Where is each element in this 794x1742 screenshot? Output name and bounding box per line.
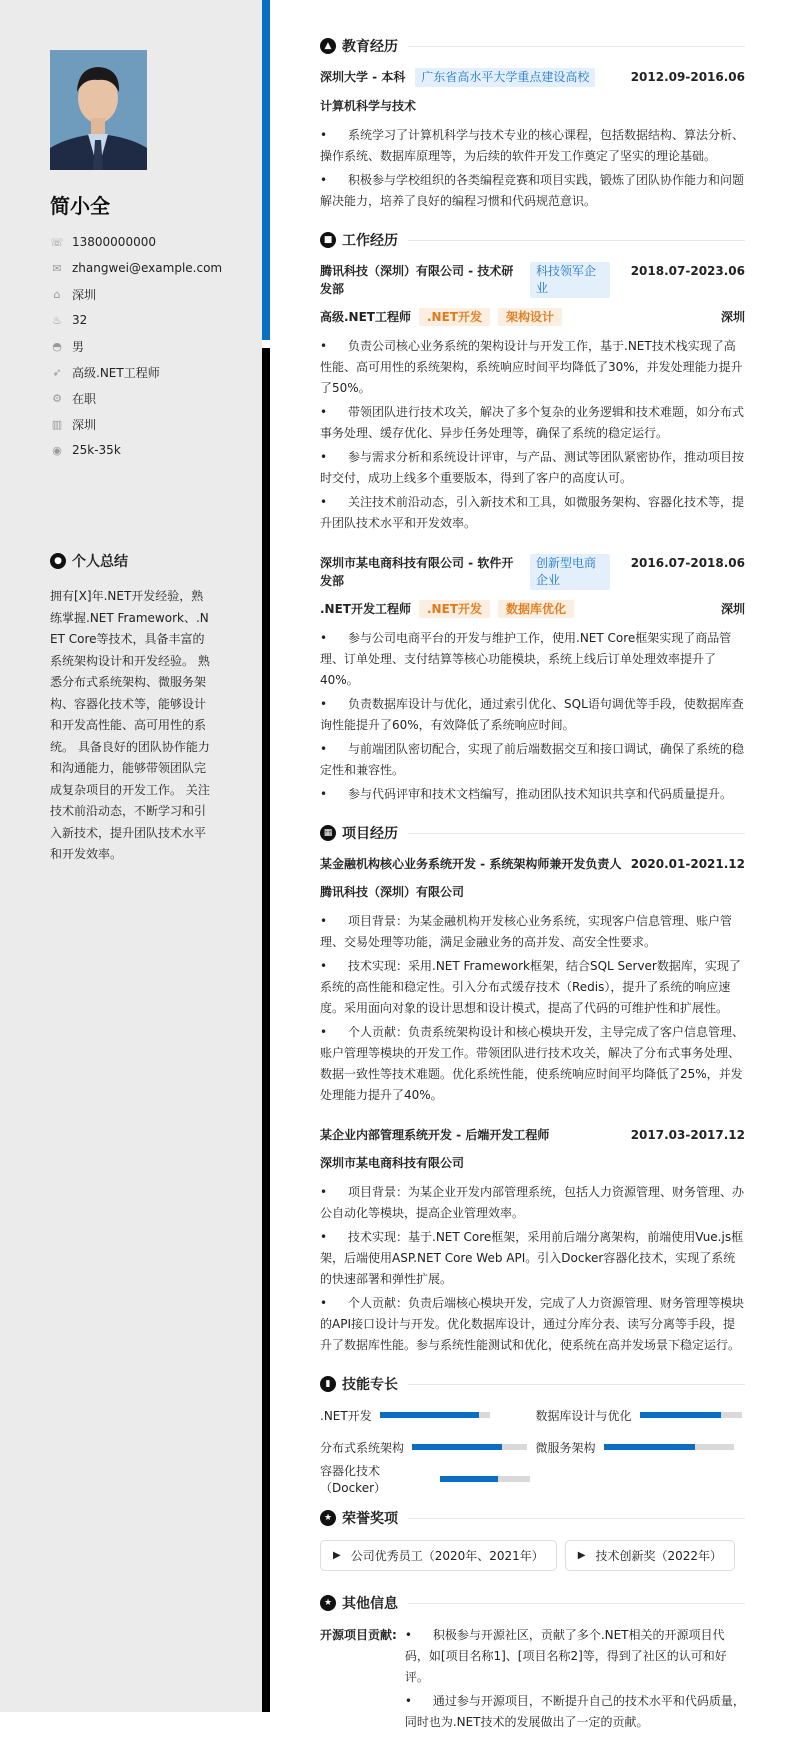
contact-expected-city <box>50 411 222 437</box>
company: 深圳市某电商科技有限公司 - 软件开发部 <box>320 556 514 588</box>
skill-name: 微服务架构 <box>535 1440 596 1455</box>
coin-icon: ◉ <box>52 443 62 457</box>
job-city: 深圳 <box>720 310 745 324</box>
award-item[interactable] <box>565 1540 735 1571</box>
bullet: • 技术实现：基于.NET Core框架，采用前后端分离架构，前端使用Vue.js框架，后端使用ASP.NET Core Web API。引入Docker容器化技术，实现了系统的快速部署和弹性扩展。 <box>320 1227 745 1290</box>
user-icon: ● <box>50 553 66 569</box>
date: 2020.01-2021.12 <box>630 857 745 871</box>
divider <box>408 240 745 241</box>
main-content <box>320 38 745 1742</box>
age-text: 32 <box>72 313 88 327</box>
grid-icon: ▦ <box>320 825 336 841</box>
other-label: 开源项目贡献: <box>320 1628 397 1642</box>
projects-heading <box>320 825 745 841</box>
education-entry <box>320 68 745 212</box>
bullet: • 项目背景：为某金融机构开发核心业务系统，实现客户信息管理、账户管理、交易处理等功能，满足金融业务的高并发、高安全性要求。 <box>320 911 745 953</box>
job-entry <box>320 554 745 805</box>
status-text: 在职 <box>72 391 97 406</box>
project-name: 某企业内部管理系统开发 - 后端开发工程师 <box>320 1128 550 1142</box>
skill-tag: .NET开发 <box>419 600 490 618</box>
mail-icon: ✉ <box>52 261 62 275</box>
contact-city <box>50 281 222 307</box>
skill-bar-fill <box>640 1412 722 1418</box>
contact-position <box>50 359 222 385</box>
divider <box>408 46 745 47</box>
skill-bar-fill <box>412 1444 502 1450</box>
award-icon: ★ <box>320 1510 336 1526</box>
play-icon: ▶ <box>577 1550 586 1561</box>
skills-grid <box>320 1406 745 1495</box>
project-entry <box>320 855 745 1106</box>
bullet: • 参与代码评审和技术文档编写，推动团队技术知识共享和代码质量提升。 <box>320 784 745 805</box>
skill-bar <box>640 1412 742 1418</box>
expected-city-text: 深圳 <box>72 417 97 432</box>
job-city: 深圳 <box>720 602 745 616</box>
bullet: • 项目背景：为某企业开发内部管理系统，包括人力资源管理、财务管理、办公自动化等模块，提高企业管理效率。 <box>320 1182 745 1224</box>
school-tag: 广东省高水平大学重点建设高校 <box>415 68 595 87</box>
profile-photo <box>50 50 147 170</box>
section-title: 技能专长 <box>342 1377 398 1393</box>
email-text: zhangwei@example.com <box>72 261 223 275</box>
accent-stripe <box>262 0 270 340</box>
divider <box>408 1384 745 1385</box>
bullet: • 通过参与开源项目，不断提升自己的技术水平和代码质量，同时也为.NET技术的发展做出了一定的贡献。 <box>405 1691 745 1733</box>
city-text: 深圳 <box>72 287 97 302</box>
bullet: • 个人贡献：负责系统架构设计和核心模块开发，主导完成了客户信息管理、账户管理等模块的开发工作。带领团队进行技术攻关，解决了分布式事务处理、数据一致性等技术难题。优化系统性能，使系统响应时间平均降低了25%，并发处理能力提升了40%。 <box>320 1022 745 1106</box>
skill-item <box>320 1406 530 1424</box>
role: 高级.NET工程师 <box>320 310 411 324</box>
gender-text: 男 <box>72 339 85 354</box>
skill-tag: 数据库优化 <box>498 600 574 618</box>
cake-icon: ♨ <box>52 313 62 327</box>
skill-name: .NET开发 <box>320 1408 372 1423</box>
play-icon: ▶ <box>333 1550 341 1561</box>
other-heading <box>320 1595 745 1611</box>
info-icon: ★ <box>320 1595 336 1611</box>
section-title: 工作经历 <box>342 233 398 249</box>
bullet: • 关注技术前沿动态，引入新技术和工具，如微服务架构、容器化技术等，提升团队技术水平和开发效率。 <box>320 492 745 534</box>
company: 腾讯科技（深圳）有限公司 - 技术研发部 <box>320 264 514 296</box>
contact-age <box>50 307 222 333</box>
major: 计算机科学与技术 <box>320 99 417 113</box>
date: 2016.07-2018.06 <box>630 556 745 570</box>
summary-heading <box>50 551 128 571</box>
awards-list <box>320 1540 745 1571</box>
role: .NET开发工程师 <box>320 602 411 616</box>
bullet: • 与前端团队密切配合，实现了前后端数据交互和接口调试，确保了系统的稳定性和兼容性。 <box>320 739 745 781</box>
project-company: 腾讯科技（深圳）有限公司 <box>320 885 465 899</box>
contact-email <box>50 255 222 281</box>
building-icon: ▥ <box>51 417 63 431</box>
other-info <box>320 1625 745 1742</box>
skill-name: 容器化技术（Docker） <box>320 1464 387 1495</box>
award-item[interactable] <box>320 1540 557 1571</box>
briefcase-icon: ■ <box>320 232 336 248</box>
bullet: • 带领团队进行技术攻关，解决了多个复杂的业务逻辑和技术难题，如分布式事务处理、缓存优化、异步任务处理等，确保了系统的稳定运行。 <box>320 402 745 444</box>
date: 2017.03-2017.12 <box>630 1128 745 1142</box>
skills-heading <box>320 1376 745 1392</box>
phone-text: 13800000000 <box>72 235 156 249</box>
award-text: 技术创新奖（2022年） <box>595 1549 723 1563</box>
project-entry <box>320 1126 745 1356</box>
gender-icon: ◓ <box>52 339 62 353</box>
contact-list <box>50 229 222 463</box>
skill-item <box>320 1464 530 1495</box>
bullet: • 积极参与开源社区，贡献了多个.NET相关的开源项目代码，如[项目名称1]、[项目名称2]等，得到了社区的认可和好评。 <box>405 1625 745 1688</box>
company-tag: 创新型电商企业 <box>530 554 610 590</box>
project-name: 某金融机构核心业务系统开发 - 系统架构师兼开发负责人 <box>320 857 622 871</box>
school: 深圳大学 - 本科 <box>320 70 406 84</box>
honors-heading <box>320 1510 745 1526</box>
phone-icon: ☏ <box>50 235 64 249</box>
contact-phone <box>50 229 222 255</box>
skill-bar-fill <box>440 1476 498 1482</box>
skill-item <box>320 1438 530 1456</box>
skill-tag: 架构设计 <box>498 308 562 326</box>
gear-icon: ⚙ <box>52 391 62 405</box>
skill-bar <box>380 1412 490 1418</box>
divider <box>408 1603 745 1604</box>
divider <box>408 833 745 834</box>
section-title: 项目经历 <box>342 826 398 842</box>
section-title: 荣誉奖项 <box>342 1511 398 1527</box>
summary-text: 拥有[X]年.NET开发经验，熟练掌握.NET Framework、.NET Core等技术，具备丰富的系统架构设计和开发经验。 熟悉分布式系统架构、微服务架构、容器化技术等，能够设计和开发高性能、高可用性的系统。 具备良好的团队协作能力和沟通能力，能够带领团队完成复杂项目的开发工作。 关注技术前沿动态，不断学习和引入新技术，提升团队技术水平和开发效率。 <box>50 589 210 861</box>
skill-bar <box>604 1444 734 1450</box>
bullet: • 技术实现：采用.NET Framework框架，结合SQL Server数据库，实现了系统的高性能和稳定性。引入分布式缓存技术（Redis），提升了系统的响应速度。采用面向对象的设计思想和设计模式，提高了代码的可维护性和扩展性。 <box>320 956 745 1019</box>
job-entry <box>320 262 745 534</box>
skill-name: 分布式系统架构 <box>320 1440 405 1455</box>
project-company: 深圳市某电商科技有限公司 <box>320 1156 465 1170</box>
date: 2018.07-2023.06 <box>630 264 745 278</box>
bullet: • 积极参与学校组织的各类编程竞赛和项目实践，锻炼了团队协作能力和问题解决能力，培养了良好的编程习惯和代码规范意识。 <box>320 170 745 212</box>
divider <box>408 1518 745 1519</box>
salary-text: 25k-35k <box>72 443 121 457</box>
work-heading <box>320 232 745 248</box>
contact-gender <box>50 333 222 359</box>
skill-bar <box>440 1476 529 1482</box>
skill-tag: .NET开发 <box>419 308 490 326</box>
contact-status <box>50 385 222 411</box>
skill-item <box>536 1406 746 1424</box>
home-icon: ⌂ <box>53 287 61 301</box>
skill-bar-fill <box>380 1412 479 1418</box>
divider-stripe <box>262 348 270 1712</box>
graduation-cap-icon: ▲ <box>320 38 336 54</box>
date: 2012.09-2016.06 <box>630 70 745 84</box>
section-title: 教育经历 <box>342 39 398 55</box>
skill-bar-fill <box>604 1444 695 1450</box>
bullet: • 负责公司核心业务系统的架构设计与开发工作，基于.NET技术栈实现了高性能、高可用性的系统架构，系统响应时间平均降低了30%，并发处理能力提升了50%。 <box>320 336 745 399</box>
candidate-name: 简小全 <box>50 194 110 218</box>
company-tag: 科技领军企业 <box>530 262 610 298</box>
bullet: • 参与需求分析和系统设计评审，与产品、测试等团队紧密协作，推动项目按时交付，成功上线多个重要版本，得到了客户的高度认可。 <box>320 447 745 489</box>
award-text: 公司优秀员工（2020年、2021年） <box>350 1549 544 1563</box>
summary-title: 个人总结 <box>72 554 128 570</box>
bar-chart-icon: ▮ <box>320 1376 336 1392</box>
education-heading <box>320 38 745 54</box>
skill-item <box>536 1438 746 1456</box>
section-title: 其他信息 <box>342 1596 398 1612</box>
bullet: • 系统学习了计算机科学与技术专业的核心课程，包括数据结构、算法分析、操作系统、数据库原理等，为后续的软件开发工作奠定了坚实的理论基础。 <box>320 125 745 167</box>
bullet: • 负责数据库设计与优化，通过索引优化、SQL语句调优等手段，使数据库查询性能提升了60%，有效降低了系统响应时间。 <box>320 694 745 736</box>
bullet: • 个人贡献：负责后端核心模块开发，完成了人力资源管理、财务管理等模块的API接口设计与开发。优化数据库设计，通过分库分表、读写分离等手段，提升了数据库性能。参与系统性能测试和优化，使系统在高并发场景下稳定运行。 <box>320 1293 745 1356</box>
skill-name: 数据库设计与优化 <box>535 1408 632 1423</box>
send-icon: ➶ <box>52 365 62 379</box>
contact-salary <box>50 437 222 463</box>
position-text: 高级.NET工程师 <box>72 365 160 380</box>
skill-bar <box>412 1444 527 1450</box>
bullet: • 参与公司电商平台的开发与维护工作，使用.NET Core框架实现了商品管理、订单处理、支付结算等核心功能模块，系统上线后订单处理效率提升了40%。 <box>320 628 745 691</box>
